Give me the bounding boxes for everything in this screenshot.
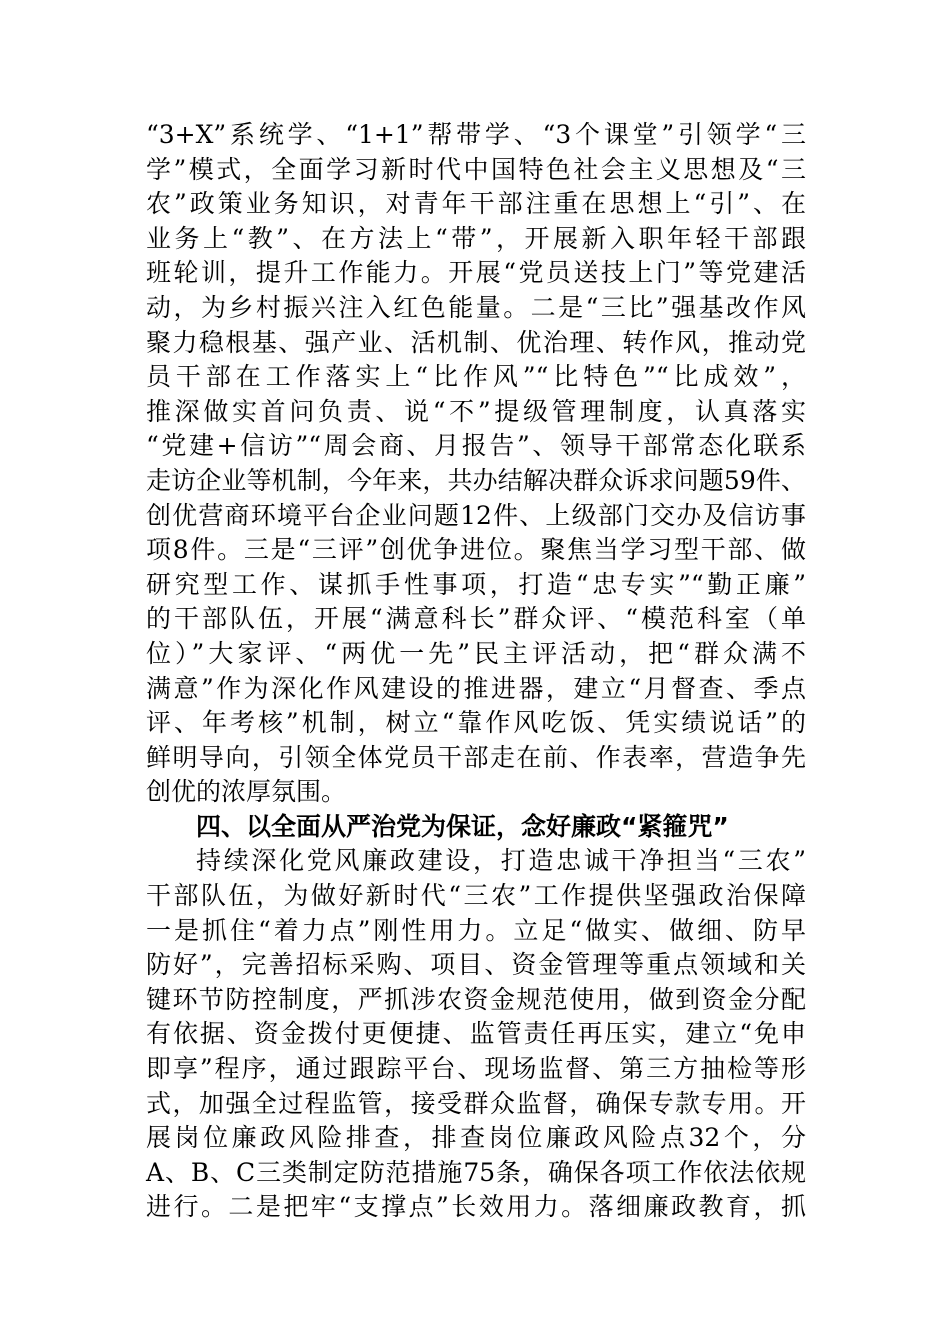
body-line: 学”模式，全面学习新时代中国特色社会主义思想及“三 (146, 154, 806, 184)
body-line: 农”政策业务知识，对青年干部注重在思想上“引”、在 (146, 189, 806, 219)
body-line: 创优的浓厚氛围。 (146, 777, 347, 807)
body-line: “3+X”系统学、“1+1”帮带学、“3个课堂”引领学“三 (146, 120, 806, 149)
document-body (146, 118, 806, 1225)
body-line: 推深做实首问负责、说“不”提级管理制度，认真落实 (146, 396, 806, 426)
body-line: 项8件。三是“三评”创优争进位。聚焦当学习型干部、做 (146, 535, 806, 565)
body-line: 干部队伍，为做好新时代“三农”工作提供坚强政治保障 (146, 881, 806, 911)
body-line: 聚力稳根基、强产业、活机制、优治理、转作风，推动党 (146, 327, 806, 357)
body-line: 评、年考核”机制，树立“靠作风吃饭、凭实绩说话”的 (146, 708, 806, 738)
body-line: 研究型工作、谋抓手性事项，打造“忠专实”“勤正廉” (146, 569, 806, 599)
body-line: 持续深化党风廉政建设，打造忠诚干净担当“三农” (196, 846, 806, 876)
body-line: 走访企业等机制，今年来，共办结解决群众诉求问题59件、 (146, 465, 806, 495)
body-line: 有依据、资金拨付更便捷、监管责任再压实，建立“免申 (146, 1019, 806, 1049)
body-line: 鲜明导向，引领全体党员干部走在前、作表率，营造争先 (146, 742, 806, 772)
body-line: 满意”作为深化作风建设的推进器，建立“月督查、季点 (146, 673, 806, 703)
body-line: 创优营商环境平台企业问题12件、上级部门交办及信访事 (146, 500, 806, 530)
body-line: 位）”大家评、“两优一先”民主评活动，把“群众满不 (146, 638, 806, 668)
body-line: 式，加强全过程监管，接受群众监督，确保专款专用。开 (146, 1088, 806, 1118)
body-line: 即享”程序，通过跟踪平台、现场监督、第三方抽检等形 (146, 1054, 806, 1084)
body-line: “党建+信访”“周会商、月报告”、领导干部常态化联系 (146, 431, 806, 461)
body-line: 防好”，完善招标采购、项目、资金管理等重点领域和关 (146, 950, 806, 980)
body-line: 动，为乡村振兴注入红色能量。二是“三比”强基改作风 (146, 292, 806, 322)
body-line: 一是抓住“着力点”刚性用力。立足“做实、做细、防早 (146, 915, 806, 945)
body-line: 展岗位廉政风险排查，排查岗位廉政风险点32个，分 (146, 1123, 806, 1153)
body-line: 的干部队伍，开展“满意科长”群众评、“模范科室（单 (146, 604, 806, 634)
body-line: 键环节防控制度，严抓涉农资金规范使用，做到资金分配 (146, 984, 806, 1014)
section-heading: 四、以全面从严治党为保证，念好廉政“紧箍咒” (196, 811, 729, 841)
body-line: 业务上“教”、在方法上“带”，开展新入职年轻干部跟 (146, 223, 806, 253)
body-line: 班轮训，提升工作能力。开展“党员送技上门”等党建活 (146, 258, 806, 288)
body-line: 员干部在工作落实上“比作风”“比特色”“比成效”， (146, 362, 806, 392)
body-line: A、B、C三类制定防范措施75条，确保各项工作依法依规 (146, 1157, 806, 1187)
body-line: 进行。二是把牢“支撑点”长效用力。落细廉政教育，抓 (146, 1192, 806, 1222)
